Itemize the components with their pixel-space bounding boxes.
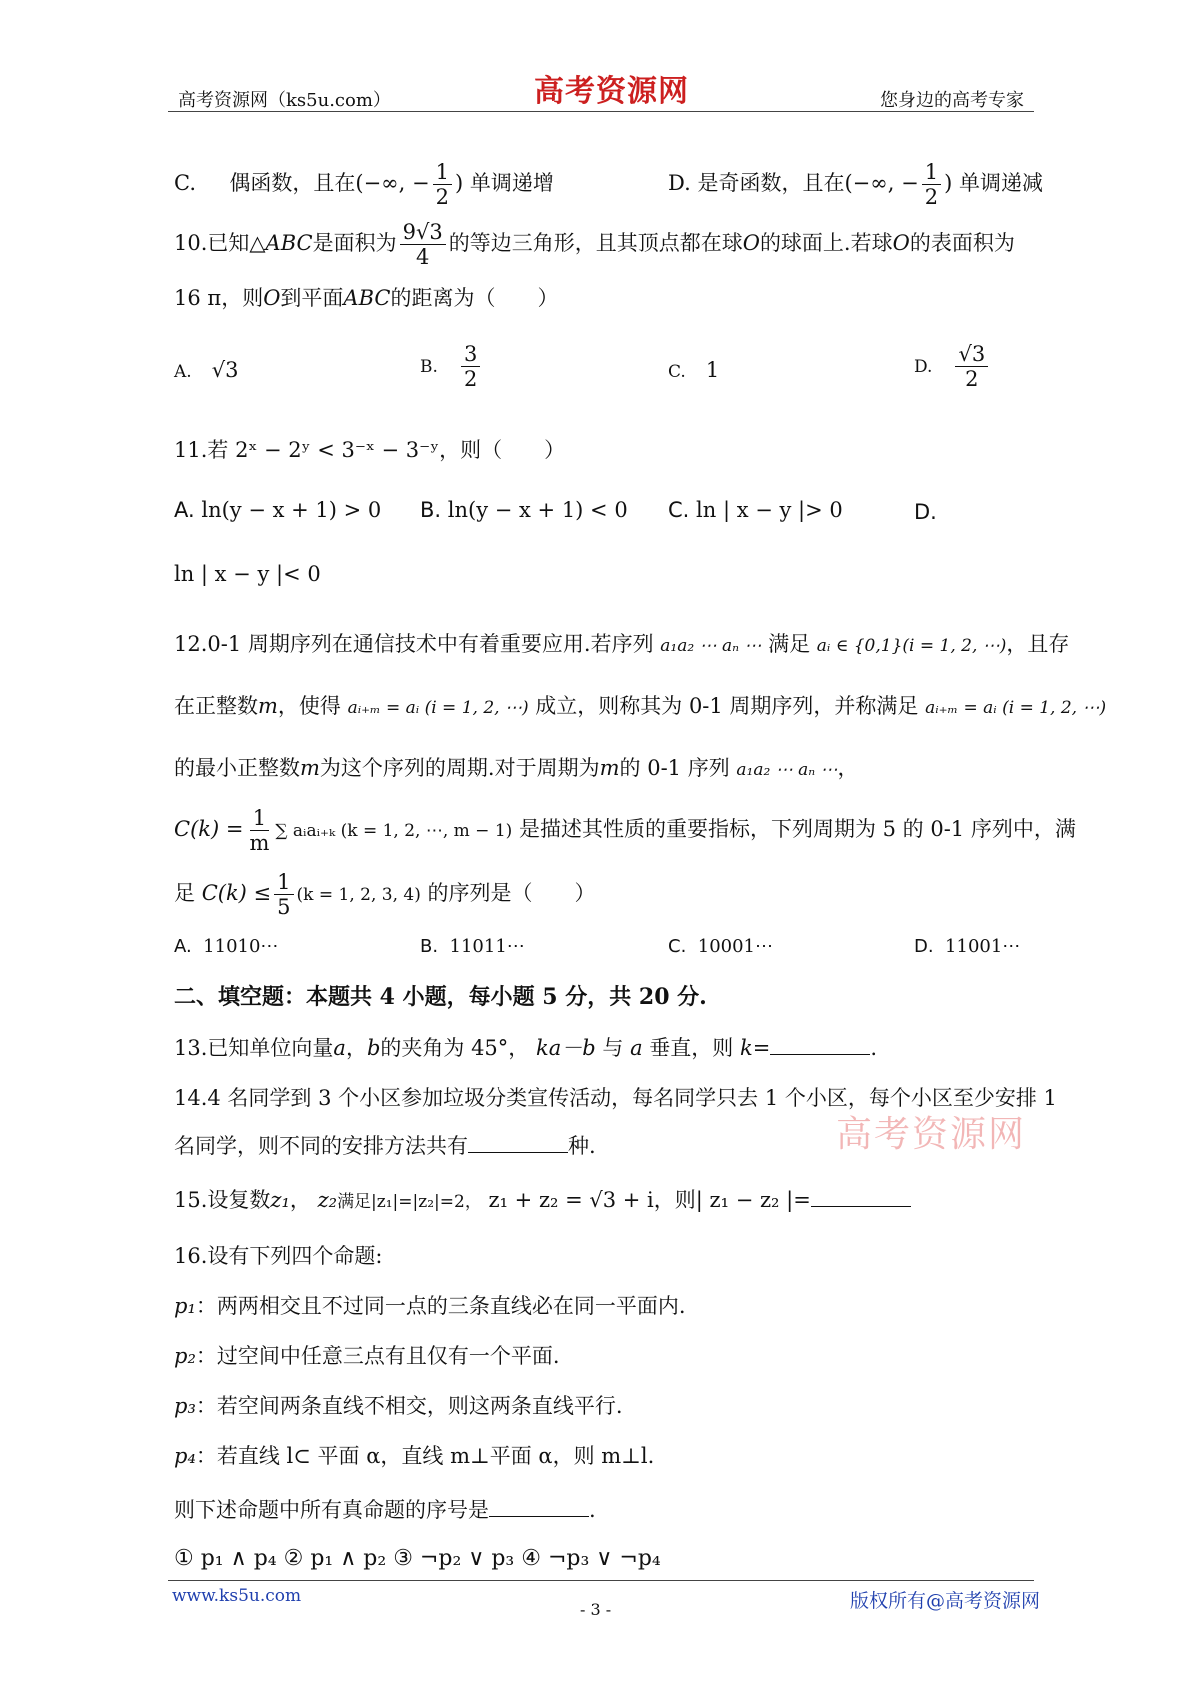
header-divider (168, 111, 1034, 112)
q16-p4-label: p₄ (174, 1444, 196, 1468)
q10-area-num: 9√3 (400, 220, 446, 245)
q12-c-value: 10001⋯ (697, 936, 774, 957)
q13-text-a: 13.已知单位向量 (174, 1036, 334, 1060)
q16-ask-text: 则下述命题中所有真命题的序号是 (174, 1498, 489, 1522)
q15-line (174, 1184, 911, 1214)
q9-c-label: C. (174, 171, 196, 196)
q11-inequality: 2ˣ − 2ʸ < 3⁻ˣ − 3⁻ʸ (235, 438, 440, 462)
q10-o1: O (742, 231, 760, 256)
q10-text-3: 的等边三角形，且其顶点都在球 (448, 231, 743, 256)
q16-p1-label: p₁ (174, 1294, 196, 1318)
q10-b-label: B. (420, 357, 438, 378)
q12-line4 (174, 806, 1076, 855)
q12-l1-b: 满足 (768, 632, 811, 656)
q16-p3-label: p₃ (174, 1394, 196, 1418)
q12-line5 (174, 870, 596, 919)
q9-d-fraction (922, 160, 941, 209)
q9-d-den: 2 (924, 185, 939, 210)
q15-sum: z₁ + z₂ = √3 + i (488, 1188, 654, 1212)
q10-option-c (668, 358, 719, 382)
q12-l4-fraction (246, 806, 272, 855)
q12-l3-b: 为这个序列的周期.对于周期为 (319, 756, 600, 780)
q14-l2-a: 名同学，则不同的安排方法共有 (174, 1134, 468, 1158)
q12-line3 (174, 752, 859, 782)
q10-abc2: ABC (343, 286, 391, 310)
q15-text-d: ，则 (653, 1188, 696, 1212)
q16-p4-text: ：若直线 l⊂ 平面 α，直线 m⊥平面 α，则 m⊥l. (195, 1444, 655, 1468)
q10-d-label: D. (914, 357, 933, 378)
q12-l3-seq: a₁a₂ ⋯ aₙ ⋯ (736, 760, 838, 780)
q11-c-value: ln | x − y |> 0 (696, 498, 843, 522)
q12-a-value: 11010⋯ (203, 936, 279, 957)
q9-c-den: 2 (435, 185, 449, 210)
q11-a-label: A. (174, 498, 195, 522)
q9-c-interval-open: (−∞, − (355, 171, 430, 196)
q12-b-label: B. (420, 936, 439, 957)
q15-text-b: ， (289, 1188, 311, 1212)
q16-ask (174, 1494, 596, 1524)
q12-d-label: D. (914, 936, 934, 957)
q12-l5-fraction (274, 870, 293, 919)
q14-line1: 14.4 名同学到 3 个小区参加垃圾分类宣传活动，每名同学只去 1 个小区，每个小区至少安排 1 (174, 1086, 1057, 1110)
q10-line2-a: 16 π，则 (174, 286, 264, 310)
q16-p1 (174, 1290, 686, 1320)
q10-line2-b: 到平面 (280, 286, 344, 310)
q12-line1 (174, 628, 1069, 658)
q10-option-b (420, 342, 483, 391)
q16-answer-blank (489, 1495, 589, 1517)
q12-l2-a: 在正整数 (174, 694, 258, 718)
q12-l4-sum: ∑ aᵢaᵢ₊ₖ (k = 1, 2, ⋯, m − 1) (275, 821, 513, 842)
q12-l4-num: 1 (250, 806, 269, 831)
footer-link[interactable]: www.ks5u.com (172, 1586, 302, 1606)
q13-vec-b: b (366, 1036, 381, 1060)
header-right-text: 您身边的高考专家 (880, 90, 1024, 111)
q12-l3-d: ， (837, 756, 859, 780)
q12-l1-seq: a₁a₂ ⋯ aₙ ⋯ (660, 636, 762, 656)
q15-text-a: 15.设复数 (174, 1188, 271, 1212)
q10-option-a (174, 358, 238, 382)
q14-l2-b: 种. (568, 1134, 596, 1158)
q10-area-den: 4 (415, 245, 430, 270)
q10-text-5: 的表面积为 (909, 231, 1015, 256)
q12-line2 (174, 690, 1106, 720)
q16-p2 (174, 1340, 560, 1370)
q10-c-label: C. (668, 362, 686, 382)
footer-divider (168, 1580, 1034, 1581)
q10-a-label: A. (174, 362, 192, 382)
q11-stem-text: 11.若 (174, 438, 229, 462)
q9-d-interval-close: ) (944, 171, 953, 196)
q12-l5-a: 足 (174, 881, 195, 906)
q12-l3-m2: m (599, 756, 620, 780)
q14-line2 (174, 1130, 596, 1160)
page-number: - 3 - (580, 1600, 612, 1619)
q10-c-value: 1 (705, 358, 720, 382)
q12-a-label: A. (174, 936, 192, 957)
q10-b-den: 2 (463, 367, 478, 392)
q9-d-num: 1 (922, 160, 941, 185)
q12-l2-cond: aᵢ₊ₘ = aᵢ (i = 1, 2, ⋯) (347, 698, 529, 718)
q12-l2-b: ，使得 (277, 694, 341, 718)
q11-c-label: C. (668, 498, 690, 522)
q10-text-2: 是面积为 (312, 231, 397, 256)
q13-line (174, 1032, 877, 1062)
q9-d-tail: 单调递减 (958, 171, 1043, 196)
q15-answer-blank (811, 1185, 911, 1207)
q12-l5-cond: (k = 1, 2, 3, 4) (296, 885, 421, 906)
site-logo: 高考资源网 (534, 74, 689, 109)
q13-text-c: 的夹角为 45°， (380, 1036, 530, 1060)
q12-l2-m: m (258, 694, 278, 718)
q10-line2 (174, 282, 558, 312)
q10-line1 (174, 220, 1015, 269)
q11-b-label: B. (420, 498, 442, 522)
q12-l3-m: m (300, 756, 320, 780)
q12-b-value: 11011⋯ (449, 936, 525, 957)
q16-p4 (174, 1440, 654, 1470)
q10-d-num: √3 (955, 342, 988, 367)
q10-option-d (914, 342, 991, 391)
q12-d-value: 11001⋯ (945, 936, 1021, 957)
q10-area-fraction (400, 220, 446, 269)
q15-equals: = (793, 1188, 811, 1212)
q11-option-c (668, 498, 843, 522)
q15-condition: 满足|z₁|=|z₂|=2， (337, 1192, 482, 1212)
q12-l4-b: 是描述其性质的重要指标，下列周期为 5 的 0-1 序列中，满 (518, 817, 1076, 842)
q13-text-b: ， (345, 1036, 367, 1060)
q11-d-label: D. (914, 500, 937, 524)
q13-text-d: 与 (602, 1036, 624, 1060)
q15-z1: z₁ (270, 1188, 290, 1212)
watermark: 高考资源网 (836, 1114, 1027, 1155)
q9-c-text: 偶函数，且在 (229, 171, 356, 196)
footer-copyright: 版权所有@高考资源网 (850, 1590, 1041, 1612)
q12-l4-den: m (249, 831, 270, 856)
q13-period: . (870, 1036, 877, 1060)
q12-l2-cond2: aᵢ₊ₘ = aᵢ (i = 1, 2, ⋯) (925, 698, 1107, 718)
q16-p2-text: ：过空间中任意三点有且仅有一个平面. (195, 1344, 560, 1368)
q16-ask-period: . (589, 1498, 596, 1522)
q12-option-d (914, 936, 1020, 957)
q12-l1-cond: aᵢ ∈ {0,1}(i = 1, 2, ⋯) (816, 636, 1007, 656)
q11-tail: ，则（ ） (439, 438, 566, 462)
q10-o2: O (892, 231, 910, 256)
q12-l1-a: 12.0-1 周期序列在通信技术中有着重要应用.若序列 (174, 632, 654, 656)
section-heading: 二、填空题：本题共 4 小题，每小题 5 分，共 20 分. (174, 984, 707, 1010)
q13-text-e: 垂直，则 (649, 1036, 734, 1060)
q12-option-c (668, 936, 773, 957)
q10-a-value: √3 (211, 358, 239, 382)
q10-d-fraction (955, 342, 988, 391)
q10-abc: ABC (265, 231, 313, 256)
q11-option-d-value (174, 562, 321, 586)
q12-l4-lhs: C(k) = (174, 817, 244, 842)
q10-b-num: 3 (461, 342, 480, 367)
q11-option-a (174, 498, 381, 522)
q12-option-a (174, 936, 278, 957)
q15-z2: z₂ (317, 1188, 338, 1212)
q10-o3: O (263, 286, 281, 310)
q13-expr: ka－b (535, 1036, 596, 1060)
q11-d-value: ln | x − y |< 0 (174, 562, 321, 586)
q16-p2-label: p₂ (174, 1344, 196, 1368)
q12-l2-c: 成立，则称其为 0-1 周期序列，并称满足 (535, 694, 919, 718)
q9-c-interval-close: ) (455, 171, 464, 196)
q9-c-tail: 单调递增 (469, 171, 554, 196)
q12-l5-c: C(k) ≤ (201, 881, 272, 906)
q12-l5-den: 5 (277, 895, 291, 920)
q11-stem (174, 434, 565, 464)
q12-l1-c: ，且存 (1006, 632, 1070, 656)
q13-equals: = (752, 1036, 771, 1060)
q10-text-4: 的球面上.若球 (759, 231, 893, 256)
q10-text-1: 10.已知△ (174, 231, 266, 256)
q11-option-d-label (914, 500, 937, 524)
header-left-text: 高考资源网（ks5u.com） (178, 90, 391, 111)
q13-vec-a2: a (630, 1036, 643, 1060)
q11-option-b (420, 498, 628, 522)
q13-k: k (739, 1036, 753, 1060)
q9-option-d (668, 160, 1043, 209)
q9-d-text: 是奇函数，且在 (697, 171, 845, 196)
q9-c-num: 1 (433, 160, 452, 185)
q12-l3-c: 的 0-1 序列 (619, 756, 730, 780)
q16-p1-text: ：两两相交且不过同一点的三条直线必在同一平面内. (195, 1294, 686, 1318)
q12-c-label: C. (668, 936, 687, 957)
q10-d-den: 2 (965, 367, 979, 392)
q14-answer-blank (468, 1131, 568, 1153)
q9-option-c (174, 160, 554, 209)
q9-c-fraction (433, 160, 452, 209)
q16-stem: 16.设有下列四个命题: (174, 1244, 383, 1268)
q12-l5-b: 的序列是（ ） (427, 881, 596, 906)
q16-p3-text: ：若空间两条直线不相交，则这两条直线平行. (195, 1394, 623, 1418)
q10-b-fraction (461, 342, 480, 391)
q12-option-b (420, 936, 525, 957)
q9-d-interval-open: (−∞, − (844, 171, 919, 196)
q16-choices: ① p₁ ∧ p₄ ② p₁ ∧ p₂ ③ ¬p₂ ∨ p₃ ④ ¬p₃ ∨ ¬p₄ (174, 1546, 661, 1571)
q9-d-label: D. (668, 171, 691, 196)
q13-vec-a: a (333, 1036, 346, 1060)
q11-a-value: ln(y − x + 1) > 0 (201, 498, 382, 522)
q16-p3 (174, 1390, 623, 1420)
q11-b-value: ln(y − x + 1) < 0 (447, 498, 628, 522)
q13-answer-blank (770, 1033, 870, 1055)
q15-diff: | z₁ − z₂ | (695, 1188, 794, 1212)
q12-l5-num: 1 (274, 870, 293, 895)
q12-l3-a: 的最小正整数 (174, 756, 300, 780)
q10-line2-c: 的距离为（ ） (390, 286, 559, 310)
